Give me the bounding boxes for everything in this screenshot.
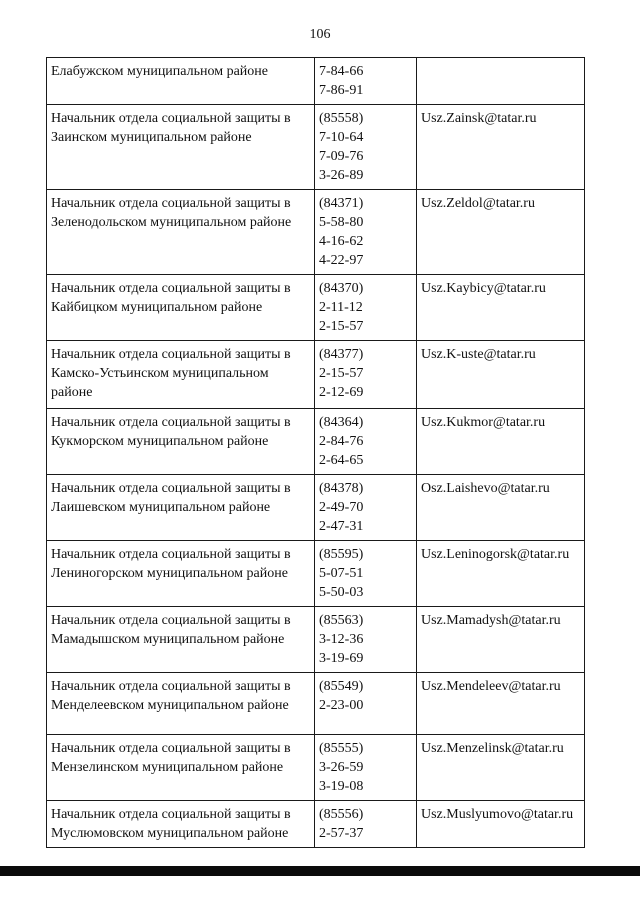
phone-cell bbox=[315, 409, 417, 475]
phone-number: 7-84-66 bbox=[319, 64, 364, 79]
table-row bbox=[47, 58, 585, 105]
email-address: Usz.Mamadysh@tatar.ru bbox=[421, 613, 561, 628]
phone-number: 2-12-69 bbox=[319, 385, 364, 400]
phone-number: (85556) bbox=[319, 807, 364, 822]
email-cell bbox=[417, 105, 585, 190]
email-cell bbox=[417, 735, 585, 801]
table-row bbox=[47, 607, 585, 673]
phone-number: (85563) bbox=[319, 613, 364, 628]
department-name-cell: Начальник отдела социальной защиты в Мамадышском муниципальном районе bbox=[47, 607, 315, 673]
email-cell bbox=[417, 341, 585, 409]
department-name-cell: Начальник отдела социальной защиты в Муслюмовском муниципальном районе bbox=[47, 801, 315, 848]
email-address: Osz.Laishevo@tatar.ru bbox=[421, 481, 550, 496]
phone-number: 3-12-36 bbox=[319, 632, 364, 647]
table-row bbox=[47, 105, 585, 190]
table-row bbox=[47, 541, 585, 607]
phone-number: 3-26-89 bbox=[319, 168, 364, 183]
phone-number: (84364) bbox=[319, 415, 364, 430]
email-cell bbox=[417, 541, 585, 607]
table-body bbox=[47, 58, 585, 848]
phone-number: 5-50-03 bbox=[319, 585, 364, 600]
email-address: Usz.Mendeleev@tatar.ru bbox=[421, 679, 561, 694]
department-name-cell: Начальник отдела социальной защиты в Заинском муниципальном районе bbox=[47, 105, 315, 190]
phone-number: 2-11-12 bbox=[319, 300, 363, 315]
phone-number: (84378) bbox=[319, 481, 364, 496]
department-name-cell: Начальник отдела социальной защиты в Кайбицком муниципальном районе bbox=[47, 275, 315, 341]
phone-number: 5-58-80 bbox=[319, 215, 364, 230]
phone-cell bbox=[315, 801, 417, 848]
phone-number: (85549) bbox=[319, 679, 364, 694]
phone-cell bbox=[315, 190, 417, 275]
table-row bbox=[47, 735, 585, 801]
table-row bbox=[47, 275, 585, 341]
phone-cell bbox=[315, 475, 417, 541]
phone-number: 3-19-69 bbox=[319, 651, 364, 666]
phone-number: (84371) bbox=[319, 196, 364, 211]
table-row bbox=[47, 409, 585, 475]
phone-cell bbox=[315, 541, 417, 607]
phone-number: (85555) bbox=[319, 741, 364, 756]
contacts-table bbox=[46, 57, 585, 848]
phone-cell bbox=[315, 105, 417, 190]
phone-number: 2-84-76 bbox=[319, 434, 364, 449]
phone-number: 2-15-57 bbox=[319, 366, 364, 381]
phone-number: 2-23-00 bbox=[319, 698, 364, 713]
phone-number: (85595) bbox=[319, 547, 364, 562]
email-cell bbox=[417, 58, 585, 105]
phone-cell bbox=[315, 735, 417, 801]
phone-number: 7-10-64 bbox=[319, 130, 364, 145]
phone-number: 7-86-91 bbox=[319, 83, 364, 98]
email-cell bbox=[417, 801, 585, 848]
phone-cell bbox=[315, 607, 417, 673]
table-row bbox=[47, 801, 585, 848]
table-row bbox=[47, 475, 585, 541]
email-cell bbox=[417, 475, 585, 541]
email-address: Usz.K-uste@tatar.ru bbox=[421, 347, 536, 362]
department-name-cell: Елабужском муниципальном районе bbox=[47, 58, 315, 105]
phone-number: 2-49-70 bbox=[319, 500, 364, 515]
email-address: Usz.Zeldol@tatar.ru bbox=[421, 196, 535, 211]
email-address: Usz.Menzelinsk@tatar.ru bbox=[421, 741, 564, 756]
phone-number: 2-57-37 bbox=[319, 826, 364, 841]
phone-number: 2-15-57 bbox=[319, 319, 364, 334]
department-name-cell: Начальник отдела социальной защиты в Зеленодольском муниципальном районе bbox=[47, 190, 315, 275]
department-name-cell: Начальник отдела социальной защиты в Лениногорском муниципальном районе bbox=[47, 541, 315, 607]
phone-number: 4-16-62 bbox=[319, 234, 364, 249]
email-cell bbox=[417, 275, 585, 341]
email-cell bbox=[417, 409, 585, 475]
email-address: Usz.Leninogorsk@tatar.ru bbox=[421, 547, 570, 562]
phone-number: (84377) bbox=[319, 347, 364, 362]
phone-number: 3-19-08 bbox=[319, 779, 364, 794]
phone-number: (85558) bbox=[319, 111, 364, 126]
email-cell bbox=[417, 673, 585, 735]
table-row bbox=[47, 673, 585, 735]
phone-number: 4-22-97 bbox=[319, 253, 364, 268]
email-address: Usz.Kukmor@tatar.ru bbox=[421, 415, 546, 430]
email-cell bbox=[417, 190, 585, 275]
email-address: Usz.Kaybicy@tatar.ru bbox=[421, 281, 546, 296]
phone-cell bbox=[315, 673, 417, 735]
phone-number: 5-07-51 bbox=[319, 566, 364, 581]
page-number: 106 bbox=[309, 27, 331, 42]
phone-cell bbox=[315, 275, 417, 341]
phone-cell bbox=[315, 58, 417, 105]
table-row bbox=[47, 190, 585, 275]
email-address: Usz.Muslyumovo@tatar.ru bbox=[421, 807, 574, 822]
department-name-cell: Начальник отдела социальной защиты в Кукморском муниципальном районе bbox=[47, 409, 315, 475]
phone-number: (84370) bbox=[319, 281, 364, 296]
department-name-cell: Начальник отдела социальной защиты в Менделеевском муниципальном районе bbox=[47, 673, 315, 735]
table-row bbox=[47, 341, 585, 409]
phone-number: 3-26-59 bbox=[319, 760, 364, 775]
department-name-cell: Начальник отдела социальной защиты в Камско-Устьинском муниципальном районе bbox=[47, 341, 315, 409]
phone-cell bbox=[315, 341, 417, 409]
phone-number: 2-64-65 bbox=[319, 453, 364, 468]
email-cell bbox=[417, 607, 585, 673]
department-name-cell: Начальник отдела социальной защиты в Лаишевском муниципальном районе bbox=[47, 475, 315, 541]
phone-number: 2-47-31 bbox=[319, 519, 364, 534]
scan-edge-bar bbox=[0, 866, 640, 876]
department-name-cell: Начальник отдела социальной защиты в Мензелинском муниципальном районе bbox=[47, 735, 315, 801]
phone-number: 7-09-76 bbox=[319, 149, 364, 164]
email-address: Usz.Zainsk@tatar.ru bbox=[421, 111, 537, 126]
